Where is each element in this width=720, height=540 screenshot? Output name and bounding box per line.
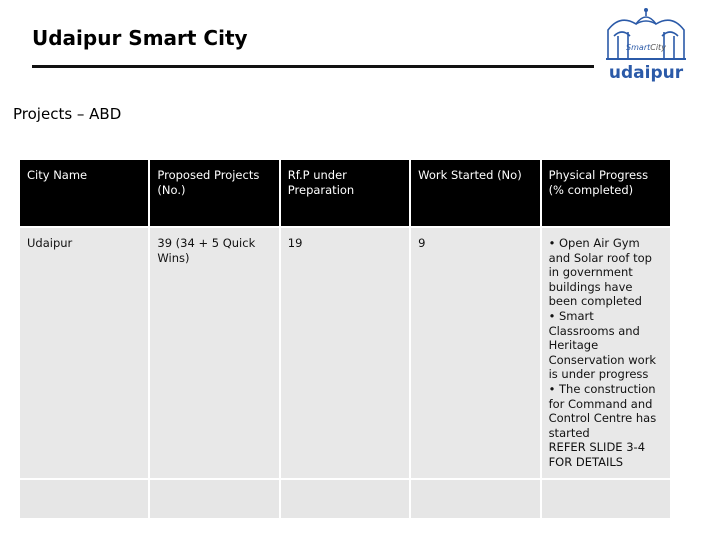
progress-item: • Open Air Gym and Solar roof top in government buildings have been completed — [548, 236, 652, 309]
empty-cell — [20, 480, 148, 518]
table-header-row — [20, 160, 670, 226]
cell-started: 9 — [411, 228, 539, 478]
cell-city: Udaipur — [20, 228, 148, 478]
section-subtitle: Projects – ABD — [13, 105, 122, 123]
svg-text:udaipur: udaipur — [608, 63, 684, 83]
udaipur-smart-city-logo — [598, 6, 694, 86]
cell-rfp: 19 — [281, 228, 409, 478]
table-row-empty — [20, 480, 670, 518]
header-proposed-projects: Proposed Projects (No.) — [150, 160, 278, 226]
title-underline — [32, 65, 594, 68]
progress-refer-note: REFER SLIDE 3-4 FOR DETAILS — [548, 440, 646, 469]
cell-progress — [542, 228, 670, 478]
projects-table — [18, 158, 672, 520]
page-title: Udaipur Smart City — [32, 26, 248, 50]
svg-text:SmartCity: SmartCity — [626, 43, 666, 52]
empty-cell — [542, 480, 670, 518]
empty-cell — [150, 480, 278, 518]
empty-cell — [281, 480, 409, 518]
cell-proposed: 39 (34 + 5 Quick Wins) — [150, 228, 278, 478]
header-work-started: Work Started (No) — [411, 160, 539, 226]
header-city-name: City Name — [20, 160, 148, 226]
header-physical-progress: Physical Progress (% completed) — [542, 160, 670, 226]
empty-cell — [411, 480, 539, 518]
table-row — [20, 228, 670, 478]
header-rfp-under-preparation: Rf.P under Preparation — [281, 160, 409, 226]
progress-item: • The construction for Command and Control Centre has started — [548, 381, 657, 440]
progress-item: • Smart Classrooms and Heritage Conservation work is under progress — [548, 308, 657, 382]
